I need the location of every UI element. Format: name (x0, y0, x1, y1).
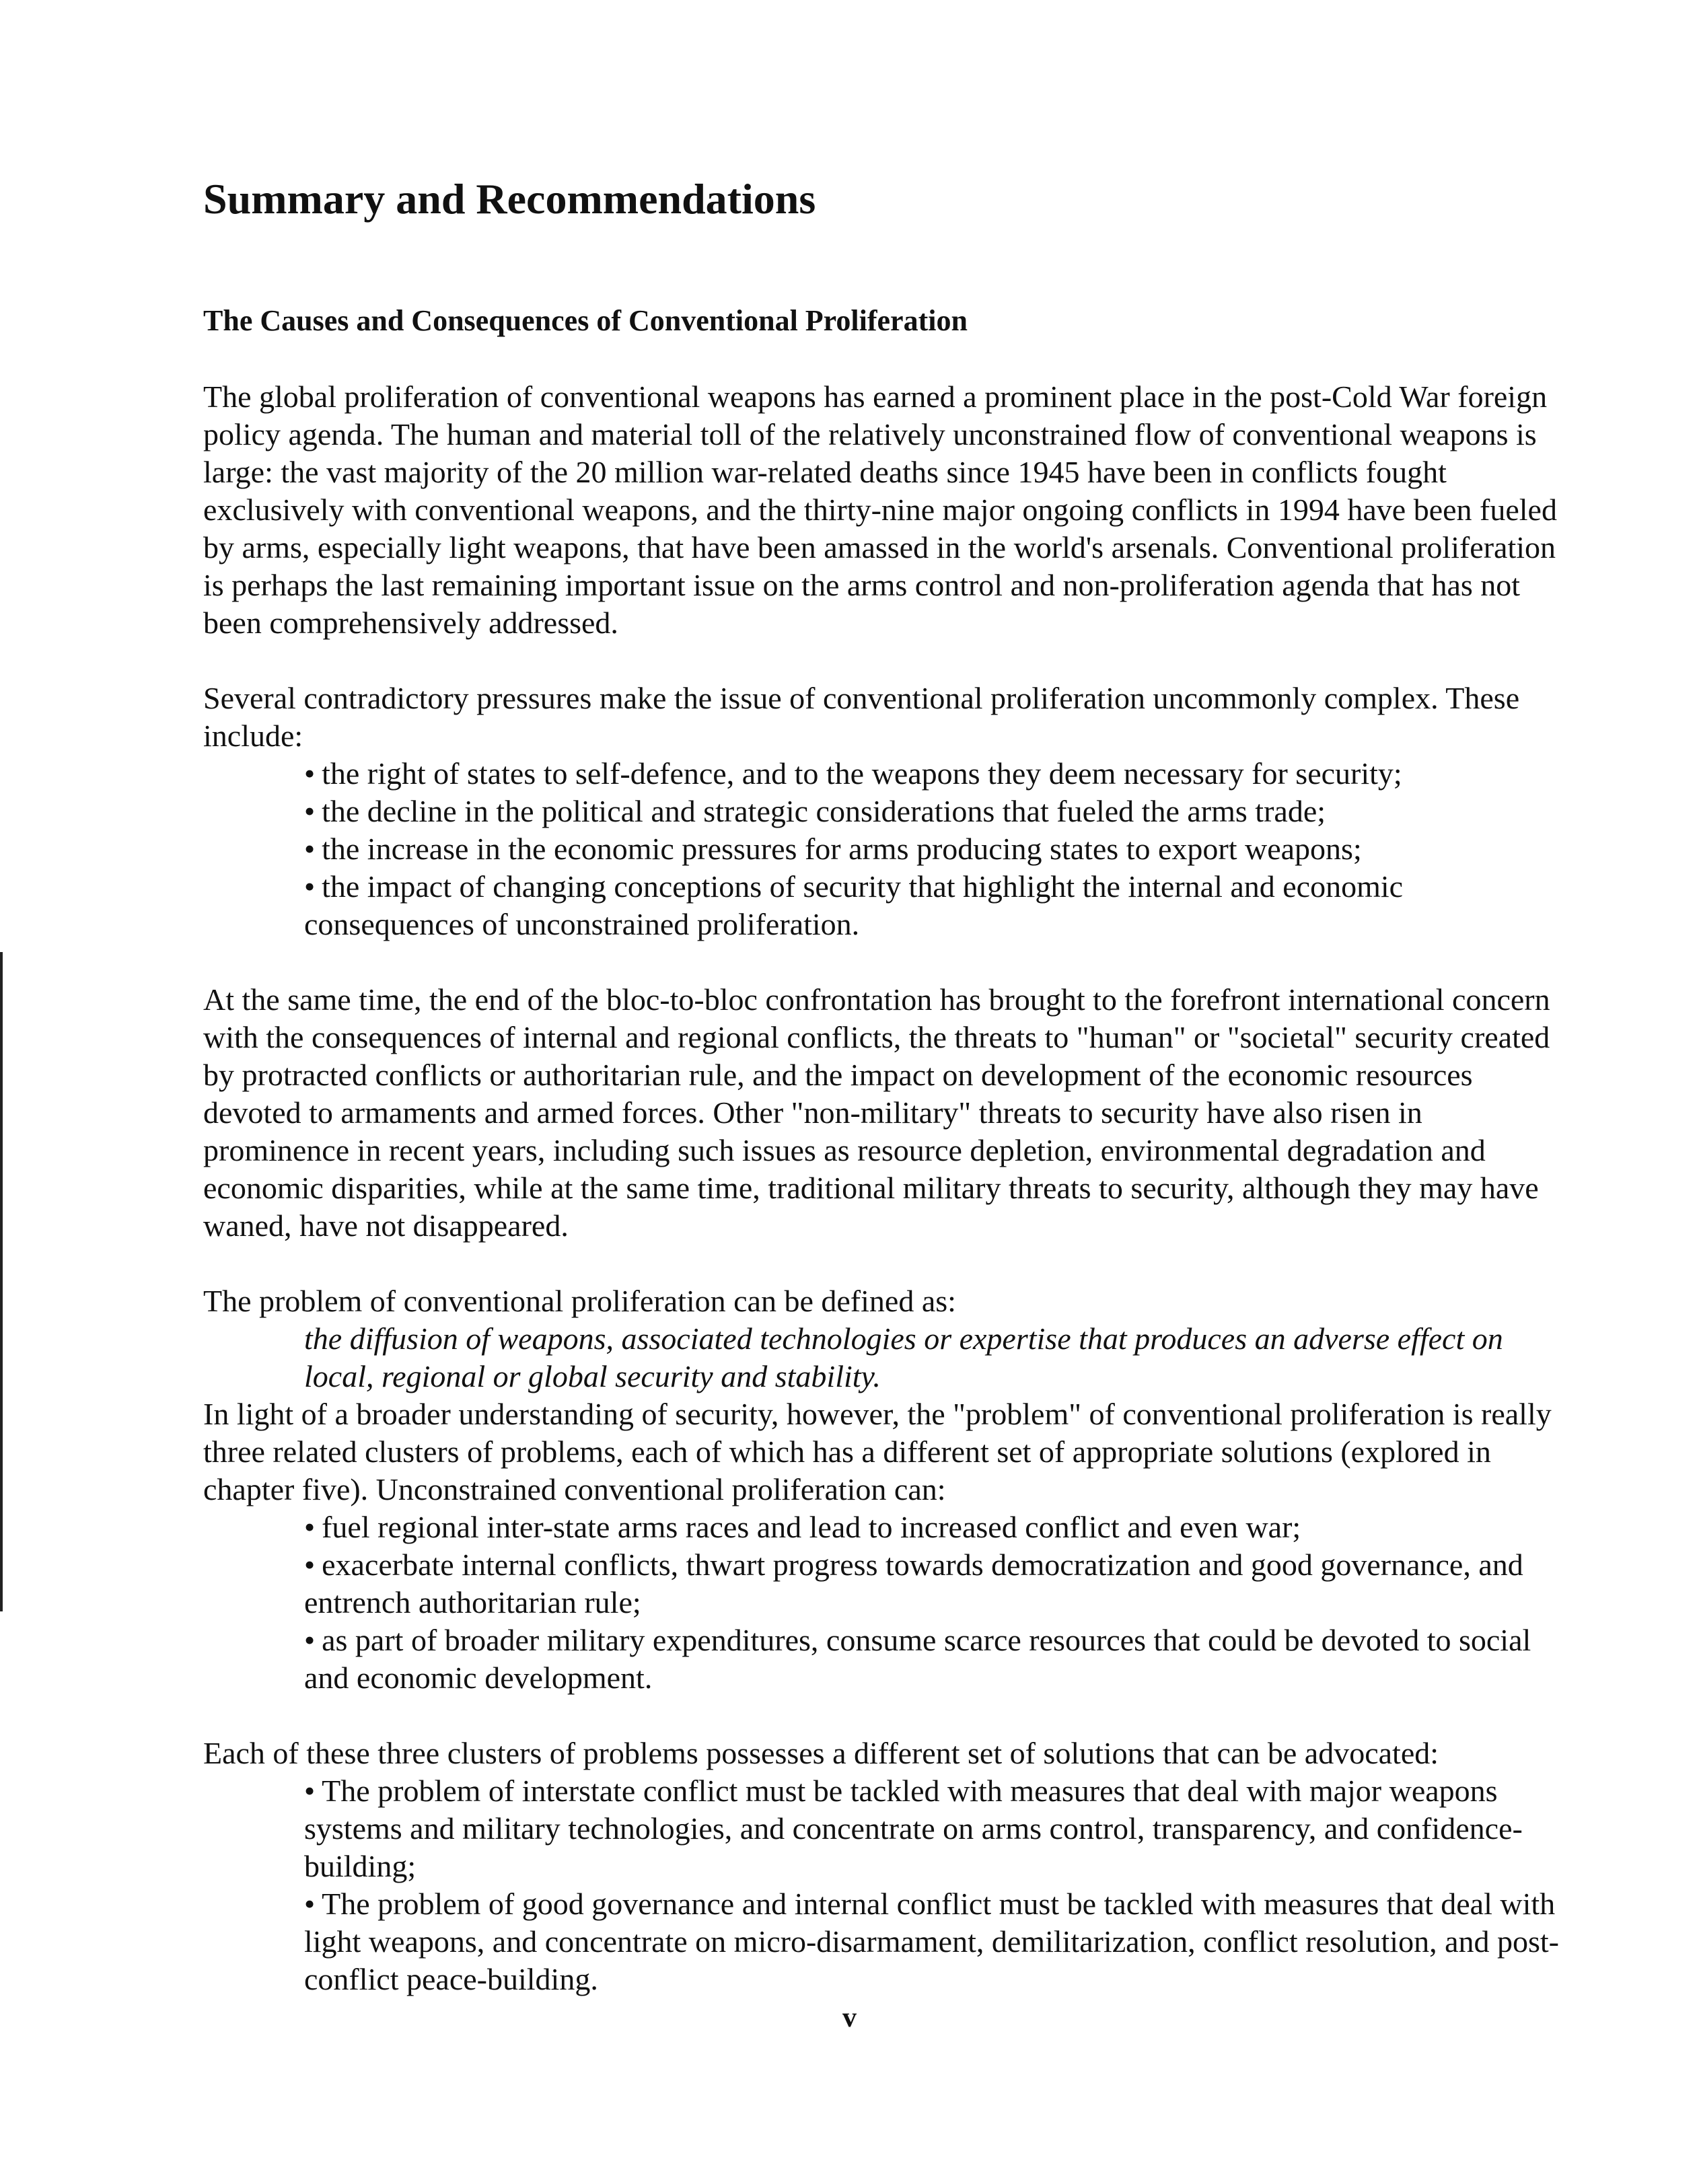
paragraph-2-intro: Several contradictory pressures make the issue of conventional proliferation uncommonly complex. These include: (203, 680, 1520, 753)
list-item: • fuel regional inter-state arms races and lead to increased conflict and even war; (304, 1509, 1301, 1544)
bullet-list-problems (203, 1508, 1562, 1697)
section-heading: The Causes and Consequences of Conventional Proliferation (203, 303, 968, 337)
document-body (203, 174, 1562, 1998)
list-item: • The problem of good governance and internal conflict must be tackled with measures that deal with light weapons, and concentrate on micro-disarmament, demilitarization, conflict resolution, and post-conflict peace-building. (304, 1886, 1559, 1996)
bullet-icon: • (304, 793, 316, 828)
bullet-icon: • (304, 831, 316, 866)
bullet-icon: • (304, 1773, 316, 1808)
scan-edge-line (0, 952, 3, 1611)
paragraph-3: At the same time, the end of the bloc-to-bloc confrontation has brought to the forefront international concern with the consequences of internal and regional conflicts, the threats to "human" or "societal" security created by protracted conflicts or authoritarian rule, and the impact on development of the economic resources devoted to armaments and armed forces. Other "non-military" threats to security have also risen in prominence in recent years, including such issues as resource depletion, environmental degradation and economic disparities, while at the same time, traditional military threats to security, although they may have waned, have not disappeared. (203, 982, 1550, 1243)
bullet-icon: • (304, 1547, 316, 1582)
definition-text: the diffusion of weapons, associated technologies or expertise that produces an adverse effect on local, regional or global security and stability. (304, 1321, 1503, 1393)
bullet-icon: • (304, 869, 316, 904)
list-item: • the increase in the economic pressures for arms producing states to export weapons; (304, 831, 1362, 866)
list-item: • the impact of changing conceptions of security that highlight the internal and economic consequences of unconstrained proliferation. (304, 869, 1404, 941)
paragraph-4-intro: The problem of conventional proliferation can be defined as: (203, 1283, 956, 1318)
bullet-list-pressures (203, 755, 1562, 943)
bullet-icon: • (304, 756, 316, 791)
bullet-list-solutions (203, 1772, 1562, 1998)
bullet-icon: • (304, 1886, 316, 1921)
paragraph-1: The global proliferation of conventional weapons has earned a prominent place in the post-Cold War foreign policy agenda. The human and material toll of the relatively unconstrained flow of conventional weapons is large: the vast majority of the 20 million war-related deaths since 1945 have been in conflicts fought exclusively with conventional weapons, and the thirty-nine major ongoing conflicts in 1994 have been fueled by arms, especially light weapons, that have been amassed in the world's arsenals. Conventional proliferation is perhaps the last remaining important issue on the arms control and non-proliferation agenda that has not been comprehensively addressed. (203, 379, 1557, 640)
list-item: • exacerbate internal conflicts, thwart progress towards democratization and good governance, and entrench authoritarian rule; (304, 1547, 1523, 1619)
document-title: Summary and Recommendations (203, 175, 816, 223)
paragraph-4-continued: In light of a broader understanding of security, however, the "problem" of conventional proliferation is really three related clusters of problems, each of which has a different set of appropriate solutions (explored in chapter five). Unconstrained conventional proliferation can: (203, 1396, 1552, 1506)
list-item: • The problem of interstate conflict must be tackled with measures that deal with major weapons systems and military technologies, and concentrate on arms control, transparency, and confidence-building; (304, 1773, 1523, 1883)
list-item: • the right of states to self-defence, and to the weapons they deem necessary for security; (304, 756, 1402, 791)
paragraph-5-intro: Each of these three clusters of problems possesses a different set of solutions that can be advocated: (203, 1735, 1439, 1770)
list-item: • the decline in the political and strategic considerations that fueled the arms trade; (304, 793, 1326, 828)
bullet-icon: • (304, 1509, 316, 1544)
list-item: • as part of broader military expenditures, consume scarce resources that could be devoted to social and economic development. (304, 1622, 1531, 1695)
bullet-icon: • (304, 1622, 316, 1657)
page-number: v (842, 2002, 857, 2033)
